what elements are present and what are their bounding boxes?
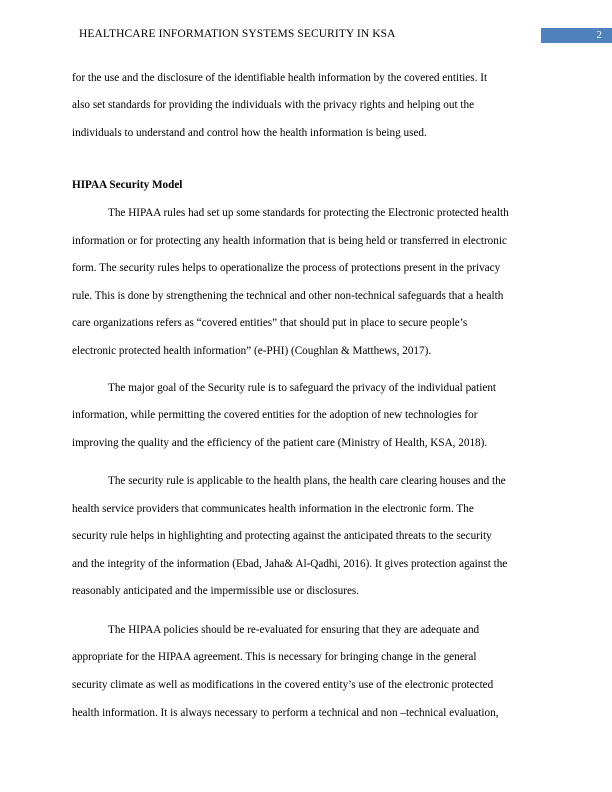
text-line: reasonably anticipated and the impermissible use or disclosures. (72, 585, 360, 597)
text-line: appropriate for the HIPAA agreement. This is necessary for bringing change in the general (72, 651, 477, 663)
text-line: individuals to understand and control how the health information is being used. (72, 127, 427, 139)
text-line: information or for protecting any health information that is being held or transferred in electronic (72, 235, 507, 247)
text-line: The HIPAA rules had set up some standards for protecting the Electronic protected health (108, 207, 509, 219)
text-line: The HIPAA policies should be re-evaluated for ensuring that they are adequate and (108, 624, 480, 636)
text-line: The security rule is applicable to the health plans, the health care clearing houses and the (108, 475, 506, 487)
text-line: rule. This is done by strengthening the technical and other non-technical safeguards that a health (72, 290, 504, 302)
text-line: security rule helps in highlighting and protecting against the anticipated threats to the security (72, 530, 492, 542)
text-line: information, while permitting the covered entities for the adoption of new technologies for (72, 409, 478, 421)
text-line: security climate as well as modifications in the covered entity’s use of the electronic protected (72, 679, 494, 691)
text-line: and the integrity of the information (Ebad, Jaha& Al-Qadhi, 2016). It gives protection against the (72, 558, 508, 570)
text-line: health service providers that communicates health information in the electronic form. The (72, 503, 474, 515)
page-number: 2 (541, 28, 612, 43)
text-line: form. The security rules helps to operationalize the process of protections present in the privacy (72, 262, 501, 274)
text-line: care organizations refers as “covered entities” that should put in place to secure people’s (72, 317, 468, 329)
text-line: improving the quality and the efficiency of the patient care (Ministry of Health, KSA, 2018). (72, 437, 488, 449)
text-line: health information. It is always necessary to perform a technical and non –technical evaluation, (72, 707, 499, 719)
text-line: electronic protected health information” (e-PHI) (Coughlan & Matthews, 2017). (72, 345, 432, 357)
running-title: HEALTHCARE INFORMATION SYSTEMS SECURITY IN KSA (79, 28, 396, 40)
text-line: for the use and the disclosure of the identifiable health information by the covered entities. It (72, 72, 488, 84)
text-line: also set standards for providing the individuals with the privacy rights and helping out the (72, 99, 475, 111)
text-line: The major goal of the Security rule is to safeguard the privacy of the individual patient (108, 382, 497, 394)
section-heading: HIPAA Security Model (72, 179, 183, 191)
